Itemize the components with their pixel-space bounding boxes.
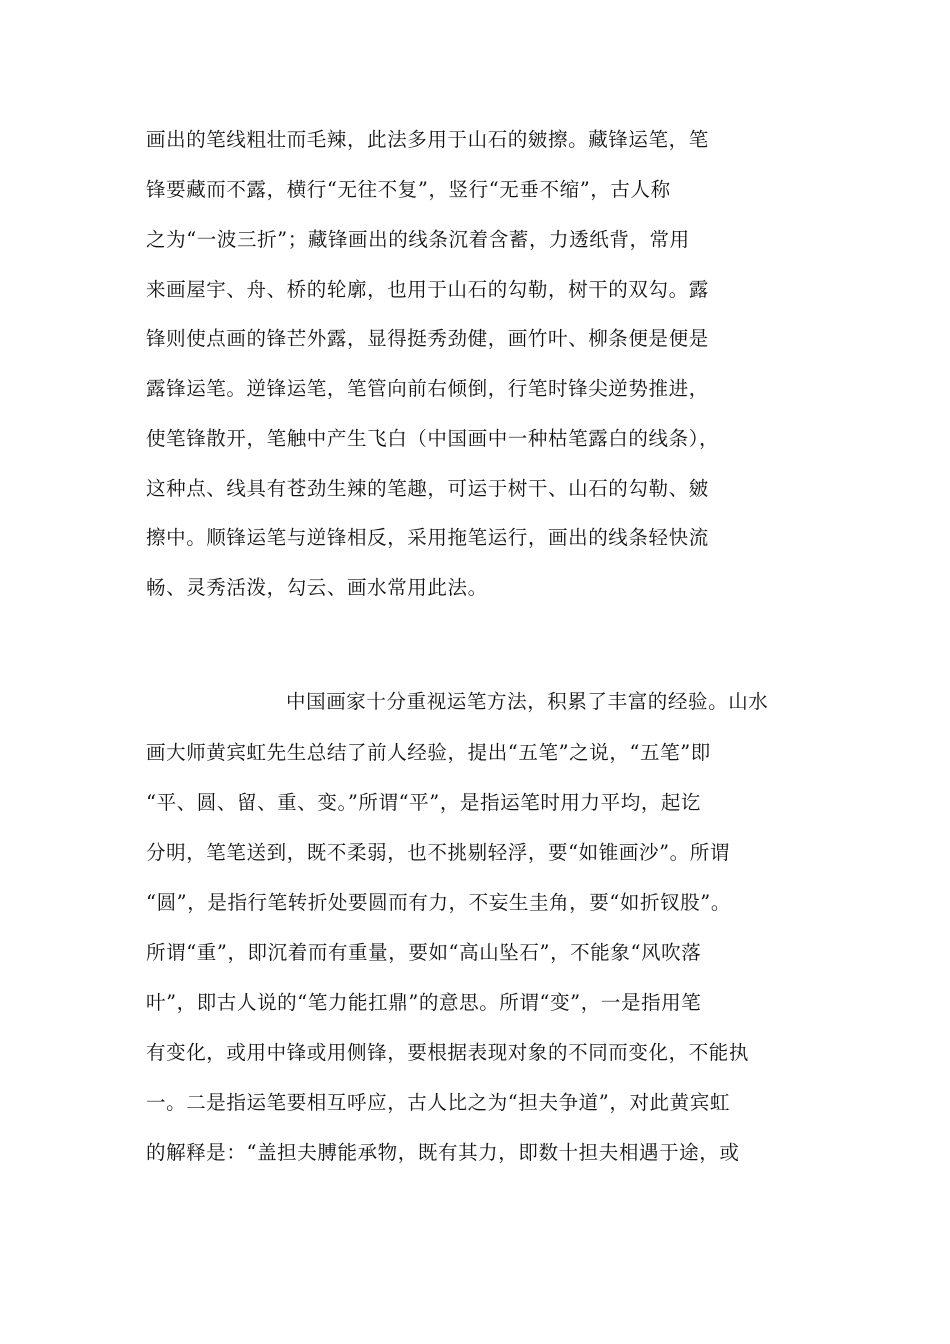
paragraph-line: 锋则使点画的锋芒外露，显得挺秀劲健，画竹叶、柳条便是便是 xyxy=(146,327,709,350)
paragraph-line: 锋要藏而不露，横行“无往不复”，竖行“无垂不缩”，古人称 xyxy=(146,178,671,201)
paragraph-line: 畅、灵秀活泼，勾云、画水常用此法。 xyxy=(146,576,488,599)
paragraph-line: 之为“一波三折”；藏锋画出的线条沉着含蓄，力透纸背，常用 xyxy=(146,228,690,251)
paragraph-line: 来画屋宇、舟、桥的轮廓，也用于山石的勾勒，树干的双勾。露 xyxy=(146,278,709,301)
paragraph-line: “平、圆、留、重、变。”所谓“平”，是指运笔时用力平均，起讫 xyxy=(146,791,702,814)
paragraph-line-indented: 中国画家十分重视运笔方法，积累了丰富的经验。山水 xyxy=(286,690,769,713)
paragraph-line: 使笔锋散开，笔触中产生飞白（中国画中一种枯笔露白的线条）， xyxy=(146,427,720,450)
paragraph-line: 画大师黄宾虹先生总结了前人经验，提出“五笔”之说，“五笔”即 xyxy=(146,741,711,764)
paragraph-line: 露锋运笔。逆锋运笔，笔管向前右倾倒，行笔时锋尖逆势推进， xyxy=(146,377,709,400)
paragraph-line: 所谓“重”，即沉着而有重量，要如“高山坠石”，不能象“风吹落 xyxy=(146,941,702,964)
paragraph-line: 擦中。顺锋运笔与逆锋相反，采用拖笔运行，画出的线条轻快流 xyxy=(146,526,709,549)
paragraph-line: “圆”，是指行笔转折处要圆而有力，不妄生圭角，要“如折钗股”。 xyxy=(146,891,731,914)
paragraph-line: 分明，笔笔送到，既不柔弱，也不挑剔轻浮，要“如锥画沙”。所谓 xyxy=(146,841,730,864)
paragraph-line: 叶”，即古人说的“笔力能扛鼎”的意思。所谓“变”，一是指用笔 xyxy=(146,991,702,1014)
paragraph-line: 的解释是：“盖担夫膊能承物，既有其力，即数十担夫相遇于途，或 xyxy=(146,1141,740,1164)
paragraph-line: 这种点、线具有苍劲生辣的笔趣，可运于树干、山石的勾勒、皴 xyxy=(146,477,709,500)
paragraph-line: 一。二是指运笔要相互呼应，古人比之为“担夫争道”，对此黄宾虹 xyxy=(146,1091,730,1114)
paragraph-line: 有变化，或用中锋或用侧锋，要根据表现对象的不同而变化，不能执 xyxy=(146,1041,750,1064)
paragraph-line: 画出的笔线粗壮而毛辣，此法多用于山石的皴擦。藏锋运笔，笔 xyxy=(146,128,709,151)
